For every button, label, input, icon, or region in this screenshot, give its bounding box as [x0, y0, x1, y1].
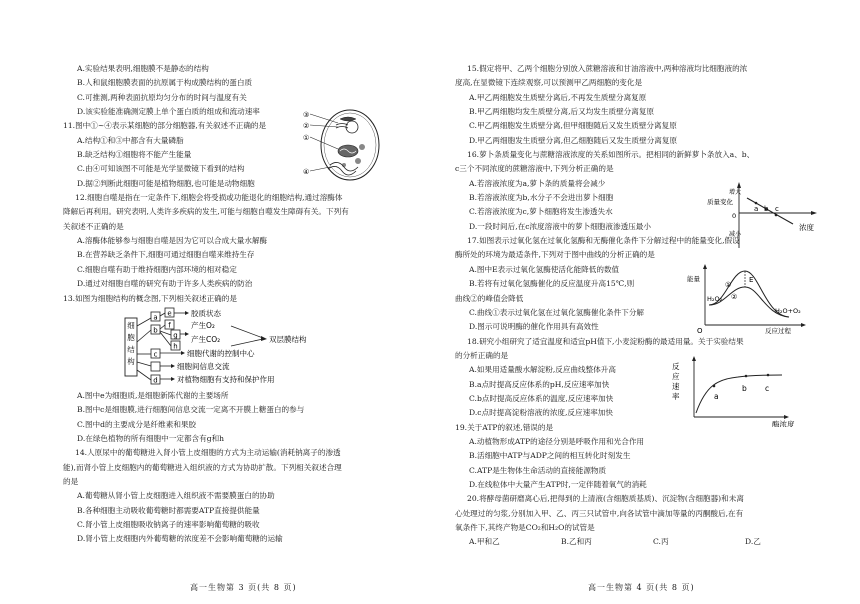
label-colloid: 胶质状态	[191, 308, 221, 318]
box-a-label: a	[153, 313, 158, 322]
q20-options	[455, 535, 839, 549]
q17-product: H₂O+O₂	[775, 307, 801, 315]
box-f-label: f	[168, 321, 171, 330]
q16-ylabel: 质量变化	[707, 198, 733, 206]
q18-option-b: B.a点时提高反应体系的pH,反应速率加快	[469, 379, 610, 389]
q10-option-b: B.人和鼠细胞膜表面的抗原属于构成膜结构的蛋白质	[77, 78, 253, 88]
q18-stem-line: 18.研究小组研究了适宜温度和适宜pH值下,小麦淀粉酶的最适用量。关于实验结果	[467, 336, 744, 346]
root-char: 结	[127, 344, 135, 354]
q16-point-a: a	[754, 205, 759, 213]
q17-ylabel: 能量	[687, 275, 700, 283]
q19-option-d: D.在线粒体中大量产生ATP时,一定伴随着氧气的消耗	[469, 479, 647, 489]
q14-stem-line: 14.人原尿中的葡萄糖进入肾小管上皮细胞的方式为主动运输(消耗钠离子的渗透	[75, 448, 341, 458]
q15-option-c: C.甲乙两细胞发生质壁分离,但甲细胞随后又发生质壁分离复原	[469, 121, 677, 131]
q12-stem-line: 降解后再利用。研究表明,人类许多疾病的发生,可能与细胞自噬发生障碍有关。下列有	[63, 207, 349, 217]
page-footer-left: 高一生物第 3 页(共 8 页)	[190, 583, 297, 592]
q17-energy: E	[749, 276, 754, 284]
cell-label-3: ①	[303, 134, 310, 142]
q17-stem-line: 17.如图表示过氧化氢在过氧化氢酶和无酶催化条件下分解过程中的能量变化,假设	[467, 236, 740, 246]
q18-ylabel-4: 率	[672, 392, 680, 401]
q16-option-b: B.若溶液浓度为b,水分子不会进出萝卜细胞	[469, 193, 614, 203]
cell-organelle-svg	[300, 103, 384, 187]
q17-option-d: D.图示可说明酶的催化作用具有高效性	[469, 322, 599, 332]
label-co2: 产生CO₂	[191, 334, 221, 344]
q19-stem: 19.关于ATP的叙述,错误的是	[455, 422, 554, 432]
box-g-label: g	[173, 331, 178, 340]
q16-option-a: A.若溶液浓度为a,萝卜条的质量将会减少	[469, 178, 606, 188]
q18-ylabel-1: 反	[672, 362, 680, 371]
q16-xlabel: 浓度	[799, 223, 814, 232]
q19-option-b: B.活细胞中ATP与ADP之间的相互转化时刻发生	[469, 451, 631, 461]
q10-option-a: A.实验结果表明,细胞膜不是静态的结构	[77, 64, 209, 73]
label-signal: 细胞间信息交流	[177, 361, 230, 371]
q20-option-b: B.乙和丙	[561, 537, 592, 547]
cell-label-2: ②	[303, 122, 310, 130]
q18-xlabel: 酶浓度	[772, 420, 795, 427]
box-b-label: b	[153, 326, 158, 335]
q15-stem-line: 度高,在显微镜下连续观察,可以预测甲乙两细胞的变化是	[455, 78, 643, 88]
q17-option-c: C.曲线①表示过氧化氢在过氧化氢酶催化条件下分解	[469, 307, 645, 317]
graph-q18	[668, 355, 818, 431]
cell-organelle-figure	[300, 103, 384, 191]
q11-stem: 11.图中①~④表示某细胞的部分细胞器,有关叙述不正确的是	[63, 121, 267, 131]
q18-option-d: D.c点时提高淀粉溶液的浓度,反应速率加快	[469, 408, 613, 418]
q18-point-b: b	[742, 384, 747, 393]
q11-option-c: C.由④可知该图不可能是光学显微镜下看到的结构	[77, 164, 245, 174]
q14-option-a: A.葡萄糖从肾小管上皮细胞进入组织液不需要膜蛋白的协助	[77, 491, 275, 501]
q16-stem-line: c三个不同浓度的蔗糖溶液中,下列分析正确的是	[455, 164, 614, 174]
left-column	[63, 62, 447, 547]
box-d-mid	[151, 362, 160, 371]
q14-option-b: B.各种细胞主动吸收葡萄糖时都需要ATP直接提供能量	[77, 505, 260, 515]
cell-label-4: ④	[303, 168, 310, 176]
q17-xlabel: 反应过程	[765, 327, 791, 335]
graph-q18-svg	[668, 355, 818, 427]
q12-option-c: C.细胞自噬有助于维持细胞内部环境的相对稳定	[77, 264, 237, 274]
q18-stem-line: 的分析正确的是	[455, 350, 509, 360]
q17-option-b-cont: 曲线②的峰值会降低	[455, 293, 524, 303]
golgi-shape	[340, 117, 356, 121]
q18-ylabel-3: 速	[672, 382, 680, 391]
q16-stem-line: 16.萝卜条质量变化与蔗糖溶液浓度的关系如图所示。把相同的新鲜萝卜条放入a、b、	[467, 150, 755, 160]
box-h-label: h	[173, 342, 178, 351]
q14-stem-line: 的是	[63, 476, 79, 486]
q15-stem-line: 15.假定将甲、乙两个细胞分别放入蔗糖溶液和甘油溶液中,两种溶液均比细胞液的浓	[467, 64, 748, 73]
q16-origin: 0	[732, 212, 737, 220]
q12-option-a: A.溶酶体能够参与细胞自噬是因为它可以合成大量水解酶	[77, 236, 268, 246]
graph-q17-svg	[685, 263, 815, 335]
q18-point-c: c	[765, 384, 770, 393]
label-support: 对植物细胞有支持和保护作用	[177, 374, 275, 384]
nucleus-shape	[346, 121, 358, 133]
q12-option-d: D.通过对细胞自噬的研究有助于许多人类疾病的防治	[77, 279, 253, 289]
q18-curve	[696, 375, 782, 413]
q13-option-d: D.在绿色植物的所有细胞中一定都含有g和h	[77, 433, 225, 443]
box-e-label: e	[167, 309, 172, 318]
q13-option-a: A.图中e为细胞质,是细胞新陈代谢的主要场所	[77, 390, 229, 400]
q15-option-a: A.甲乙两细胞发生质壁分离后,不再发生质壁分离复原	[469, 92, 647, 102]
q10-option-c: C.可推测,两种表面抗原均匀分布的时间与温度有关	[77, 92, 247, 102]
q17-curve-1-label: ①	[725, 281, 732, 289]
q17-reactant: H₂O₂	[707, 295, 723, 303]
q17-curve-2-label: ②	[731, 293, 738, 301]
q12-stem-line: 12.细胞自噬是指在一定条件下,细胞会将受损或功能退化的细胞结构,通过溶酶体	[75, 193, 343, 203]
q16-ylabel-up: 增大	[729, 189, 742, 196]
concept-map	[63, 306, 447, 389]
q11-option-d: D.据②判断此细胞可能是植物细胞,也可能是动物细胞	[77, 178, 255, 188]
q18-ylabel-2: 应	[672, 372, 680, 381]
graph-q17	[685, 263, 815, 339]
root-char: 细	[127, 320, 135, 330]
q19-option-c: C.ATP是生物体生命活动的直接能源物质	[469, 465, 607, 475]
q16-option-d: D.一段时间后,在c浓度溶液中的萝卜细胞液渗透压最小	[469, 221, 651, 231]
q16-point-c: c	[775, 205, 779, 213]
cell-label-1: ③	[303, 111, 310, 119]
label-double-membrane: 双层膜结构	[269, 334, 307, 344]
q10-option-d: D.该实验能准确测定膜上单个蛋白质的组成和流动速率	[77, 107, 260, 117]
graph-q16	[707, 180, 823, 256]
label-o2: 产生O₂	[191, 320, 215, 330]
q13-stem: 13.如图为细胞结构的概念图,下列相关叙述正确的是	[63, 293, 237, 303]
q19-option-a: A.动植物形成ATP的途径分别是呼吸作用和光合作用	[469, 436, 645, 446]
q18-point-a: a	[714, 392, 719, 401]
box-d-label: d	[153, 376, 158, 385]
q17-option-a: A.图中E表示过氧化氢酶使活化能降低的数值	[469, 264, 620, 274]
q17-stem-line: 酶所处的环境为最适条件,下列对于图中曲线的分析正确的是	[455, 250, 655, 260]
q16-option-c: C.若溶液浓度为c,萝卜细胞将发生渗透失水	[469, 207, 613, 217]
q13-option-b: B.图中c是细胞膜,进行细胞间信息交流一定离不开膜上糖蛋白的参与	[77, 405, 305, 415]
q18-option-a: A.如果用适量酸水解淀粉,反应曲线整体升高	[469, 365, 616, 375]
q12-stem-line: 关叙述不正确的是	[63, 221, 124, 231]
page-footer-right: 高一生物第 4 页(共 8 页)	[588, 583, 695, 592]
concept-map-svg	[123, 306, 383, 389]
q16-point-b: b	[764, 205, 769, 213]
label-control-center: 细胞代谢的控制中心	[187, 348, 255, 358]
graph-q16-svg	[707, 180, 823, 252]
q12-option-b: B.在营养缺乏条件下,细胞可通过细胞自噬来维持生存	[77, 250, 255, 260]
q20-stem-line: 心处理过的匀浆,分别加入甲、乙、丙三只试管中,向各试管中滴加等量的丙酮酸后,在有	[455, 508, 744, 518]
box-c-label: c	[153, 350, 158, 359]
q15-option-b: B.甲乙两细胞均发生质壁分离,后又均发生质壁分离复原	[469, 107, 655, 117]
q11-option-b: B.缺乏结构①细胞将不能产生能量	[77, 150, 192, 160]
q13-option-c: C.图中d的主要成分是纤维素和果胶	[77, 419, 197, 429]
q20-option-d: D.乙	[745, 537, 761, 547]
root-char: 构	[127, 356, 135, 366]
q20-stem-line: 氧条件下,其终产物是CO₂和H₂O的试管是	[455, 523, 595, 532]
q18-option-c: C.b点时提高反应体系的温度,反应速率加快	[469, 393, 614, 403]
q17-origin: O	[697, 327, 703, 335]
q20-option-a: A.甲和乙	[469, 537, 500, 547]
q20-option-c: C.丙	[653, 537, 669, 547]
q17-option-b: B.若将有过氧化氢酶催化的反应温度升高15℃,则	[469, 279, 635, 289]
q15-option-d: D.甲乙两细胞发生质壁分离,但乙细胞随后又发生质壁分离复原	[469, 135, 678, 145]
q20-stem-line: 20.将酵母菌研磨离心后,把得到的上清液(含细胞质基质)、沉淀物(含细胞器)和未离	[467, 494, 744, 504]
root-char: 胞	[127, 332, 135, 342]
q14-option-c: C.肾小管上皮细胞吸收钠离子的速率影响葡萄糖的吸收	[77, 519, 260, 529]
q14-stem-line: 能),而肾小管上皮细胞内的葡萄糖进入组织液的方式为协助扩散。下列相关叙述合理	[63, 462, 342, 472]
q11-option-a: A.结构①和③中都含有大量磷脂	[77, 135, 184, 145]
q14-option-d: D.肾小管上皮细胞内外葡萄糖的浓度差不会影响葡萄糖的运输	[77, 534, 283, 544]
q16-ylabel-down: 减小	[729, 231, 742, 238]
